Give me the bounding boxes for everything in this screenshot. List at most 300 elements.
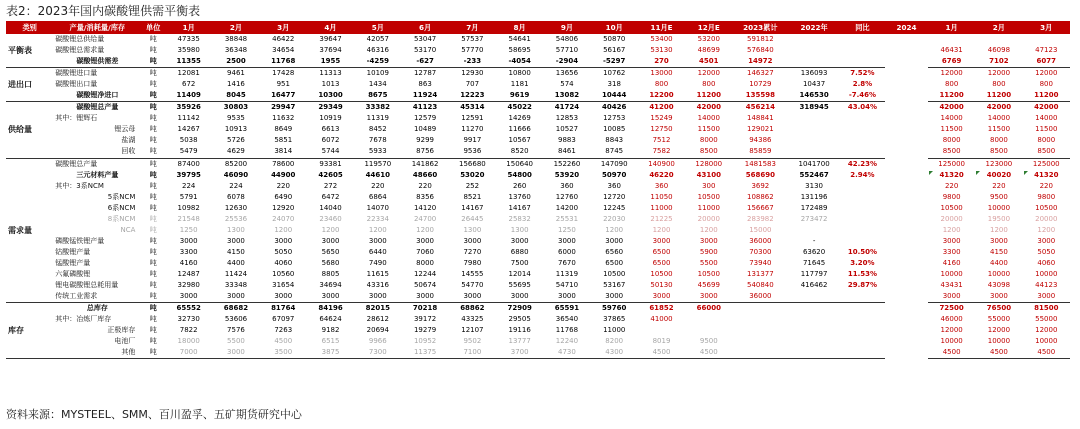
estimate-cell: 3000	[638, 291, 685, 303]
forecast-2024-cell	[1023, 34, 1070, 45]
value-cell: 3000	[321, 236, 340, 245]
estimate-cell: 456214	[745, 103, 775, 112]
value-cell: 318945	[799, 103, 829, 112]
forecast-2024-cell: 42000	[1034, 103, 1059, 112]
value-cell: 54770	[461, 281, 484, 290]
estimate-cell: 146327	[746, 69, 774, 78]
table-row	[6, 45, 1070, 56]
estimate-cell	[732, 336, 788, 347]
value-cell: 5744	[307, 146, 354, 158]
header-cell: 2月	[212, 21, 259, 34]
unit-cell: 吨	[141, 347, 165, 359]
item-label: 六氟磷酸锂	[55, 270, 91, 278]
value-cell: 3000	[165, 291, 212, 303]
spacer-cell	[885, 314, 928, 325]
value-cell	[788, 303, 840, 315]
value-cell: 8520	[496, 146, 543, 158]
estimate-cell: 36000	[749, 236, 772, 245]
forecast-2024-cell: 10000	[940, 337, 963, 346]
value-cell: 150640	[506, 159, 534, 168]
value-cell: 11768	[260, 56, 307, 68]
value-cell	[788, 124, 840, 135]
value-cell: 119570	[364, 159, 392, 168]
value-cell: 53170	[413, 46, 437, 55]
category-label: 进出口	[6, 68, 53, 102]
forecast-2024-cell: 3000	[989, 236, 1008, 245]
value-cell: 14269	[508, 114, 531, 123]
forecast-2024-cell	[975, 34, 1022, 45]
estimate-cell: 8000	[699, 136, 718, 145]
value-cell: 48660	[412, 170, 438, 179]
value-cell: 50674	[413, 281, 437, 290]
forecast-2024-cell: 800	[1039, 80, 1053, 89]
value-cell: 12787	[413, 69, 437, 78]
value-cell: 416462	[800, 281, 828, 290]
value-cell: 552467	[799, 170, 829, 179]
value-cell: 224	[182, 181, 196, 190]
value-cell: 1200	[274, 225, 293, 234]
spacer-cell	[885, 225, 928, 236]
estimate-cell: 128000	[695, 159, 723, 168]
yoy-cell	[840, 325, 885, 336]
estimate-cell	[732, 347, 788, 359]
yoy-cell	[840, 347, 885, 359]
item-label: 钴酸锂产量	[55, 247, 91, 256]
yoy-cell: 2.8%	[852, 80, 873, 89]
value-cell: 152260	[553, 159, 581, 168]
value-cell: 10560	[272, 270, 295, 278]
estimate-cell: 20000	[697, 214, 720, 223]
unit-cell: 吨	[149, 103, 157, 112]
forecast-2024-cell: 12000	[987, 326, 1011, 335]
spacer-cell	[885, 170, 928, 181]
spacer-cell	[885, 181, 928, 192]
item-label: 碳酸锂进口量	[55, 69, 98, 78]
estimate-cell: 21225	[650, 214, 673, 223]
table-row	[6, 236, 1070, 247]
value-cell: 42605	[318, 170, 343, 179]
estimate-cell: 8500	[685, 146, 732, 158]
value-cell: 8356	[416, 192, 434, 201]
estimate-cell: 10500	[650, 270, 673, 278]
forecast-2024-cell: 11500	[1035, 125, 1058, 134]
value-cell: 260	[512, 181, 527, 190]
estimate-cell: 46220	[649, 170, 674, 179]
value-cell: 1200	[605, 225, 624, 234]
value-cell: 1300	[510, 225, 529, 234]
value-cell: 8675	[354, 90, 401, 102]
value-cell: 50970	[602, 170, 627, 179]
value-cell: 1416	[227, 80, 245, 89]
value-cell: 11000	[603, 326, 626, 335]
unit-cell: 吨	[149, 125, 157, 134]
item-label: 其中：锂辉石	[55, 114, 98, 123]
spacer-cell	[885, 291, 928, 303]
value-cell: 43316	[366, 281, 389, 290]
value-cell: 35926	[176, 103, 201, 112]
value-cell: 3000	[212, 347, 259, 359]
item-label: 三元材料产量	[76, 170, 119, 179]
value-cell: 55695	[508, 281, 531, 290]
unit-cell: 吨	[149, 247, 157, 256]
forecast-2024-cell: 800	[944, 80, 959, 89]
estimate-cell	[732, 303, 788, 315]
item-label: 正极库存	[107, 326, 136, 335]
value-cell: 32980	[177, 281, 200, 290]
value-cell: 272	[323, 181, 338, 190]
spacer-cell	[885, 269, 928, 280]
header-cell: 2022年	[788, 21, 840, 34]
value-cell: 41123	[412, 103, 438, 112]
estimate-cell: 41000	[650, 315, 673, 324]
value-cell: 54806	[555, 35, 579, 44]
estimate-cell: 1481583	[744, 159, 776, 168]
item-label: 碳酸锂供需差	[53, 56, 141, 68]
value-cell: 11355	[165, 56, 212, 68]
value-cell: 16477	[260, 90, 307, 102]
forecast-2024-cell: 7102	[975, 56, 1022, 68]
spacer-cell	[885, 102, 928, 114]
estimate-cell: 9500	[699, 337, 718, 346]
forecast-2024-cell: 10000	[1035, 337, 1058, 346]
value-cell: 4300	[591, 347, 638, 359]
estimate-cell: 53130	[650, 46, 673, 55]
value-cell: 78600	[272, 159, 295, 168]
value-cell: 8045	[212, 90, 259, 102]
value-cell: 3000	[463, 236, 482, 245]
item-label: 回收	[53, 146, 141, 158]
yoy-cell: 11.53%	[847, 270, 878, 278]
estimate-cell: 7582	[638, 146, 685, 158]
value-cell: 117797	[800, 270, 828, 278]
value-cell: 36348	[224, 46, 248, 55]
value-cell: 44610	[365, 170, 390, 179]
spacer-cell	[885, 158, 928, 170]
value-cell: 707	[465, 80, 480, 89]
source-note: 资料来源：MYSTEEL、SMM、百川盈孚、五矿期货研究中心	[6, 408, 302, 421]
header-cell: 1月	[928, 21, 975, 34]
estimate-cell: 94386	[749, 136, 772, 145]
forecast-2024-cell: 11200	[1023, 90, 1070, 102]
value-cell: 81764	[271, 304, 296, 313]
spacer-cell	[885, 135, 928, 146]
value-cell: 14167	[508, 203, 531, 212]
estimate-cell: 10500	[697, 192, 720, 201]
category-label: 需求量	[6, 158, 53, 303]
forecast-2024-cell: 8500	[928, 146, 975, 158]
value-cell: 5038	[179, 136, 198, 145]
value-cell: 12107	[461, 326, 484, 335]
value-cell: 46316	[366, 46, 389, 55]
item-label: NCA	[120, 225, 136, 234]
value-cell: 5479	[165, 146, 212, 158]
forecast-2024-cell: 3300	[942, 247, 961, 256]
value-cell: 3814	[260, 146, 307, 158]
value-cell: 1013	[321, 80, 340, 89]
unit-cell: 吨	[149, 270, 157, 278]
value-cell: 53020	[460, 170, 485, 179]
spacer-cell	[885, 236, 928, 247]
value-cell: 12753	[603, 114, 626, 123]
item-label: 电池厂	[114, 337, 136, 346]
spacer-cell	[885, 336, 928, 347]
forecast-2024-cell: 47123	[1035, 46, 1058, 55]
value-cell: 863	[418, 80, 432, 89]
unit-cell: 吨	[149, 304, 157, 313]
value-cell: 8461	[543, 146, 590, 158]
value-cell: 12853	[555, 114, 579, 123]
value-cell: 6078	[227, 192, 245, 201]
value-cell: 360	[560, 181, 574, 190]
item-label: 5系NCM	[107, 192, 136, 201]
forecast-2024-cell: 12000	[940, 326, 963, 335]
unit-cell: 吨	[149, 46, 157, 55]
header-cell: 11月E	[638, 21, 685, 34]
value-cell: 3300	[179, 247, 198, 256]
value-cell: 9536	[449, 146, 496, 158]
header-cell: 3月	[1023, 21, 1070, 34]
value-cell: 6440	[368, 247, 387, 256]
estimate-cell: 12750	[650, 125, 673, 134]
value-cell: 11924	[401, 90, 448, 102]
value-cell: 54641	[508, 35, 531, 44]
header-cell: 同比	[840, 21, 885, 34]
value-cell: 4060	[274, 258, 293, 267]
value-cell: 14267	[177, 125, 200, 134]
table-row	[6, 170, 1070, 181]
value-cell: 37694	[319, 46, 342, 55]
yoy-cell: 2.94%	[850, 170, 875, 179]
value-cell: 22334	[366, 214, 389, 223]
value-cell: 6880	[510, 247, 529, 256]
forecast-2024-cell: 43431	[940, 281, 963, 290]
value-cell: 672	[182, 80, 196, 89]
yoy-cell	[840, 135, 885, 146]
value-cell: 7100	[449, 347, 496, 359]
value-cell: 37865	[603, 315, 626, 324]
table-row	[6, 314, 1070, 325]
item-label: 总库存	[86, 304, 108, 313]
estimate-cell: 800	[702, 80, 716, 89]
value-cell: 10500	[603, 270, 626, 278]
unit-cell: 吨	[141, 291, 165, 303]
forecast-2024-cell: 11500	[987, 125, 1011, 134]
estimate-cell: 4500	[638, 347, 685, 359]
item-label: 碳酸锂总供给量	[55, 35, 105, 44]
value-cell: 6472	[321, 192, 340, 201]
table-body	[6, 34, 1070, 359]
table-row	[6, 158, 1070, 170]
value-cell: 59760	[602, 304, 627, 313]
value-cell	[788, 325, 840, 336]
value-cell: 67097	[272, 315, 295, 324]
value-cell: -4259	[354, 56, 401, 68]
forecast-2024-cell: 1200	[1037, 225, 1056, 234]
value-cell: -2904	[543, 56, 590, 68]
estimate-cell: 8019	[652, 337, 671, 346]
unit-cell: 吨	[141, 90, 165, 102]
value-cell: 17428	[272, 69, 295, 78]
value-cell: 1200	[321, 225, 340, 234]
value-cell: 41724	[554, 103, 580, 112]
yoy-cell: 7.52%	[850, 69, 875, 78]
estimate-cell: 129021	[746, 125, 774, 134]
item-label: 8系NCM	[107, 214, 136, 223]
value-cell: 5680	[321, 258, 340, 267]
value-cell: 1250	[179, 225, 198, 234]
table-row	[6, 347, 1070, 359]
value-cell: 3000	[510, 236, 529, 245]
forecast-2024-cell: 10000	[1035, 270, 1058, 278]
value-cell: -627	[401, 56, 448, 68]
value-cell: 45314	[460, 103, 485, 112]
forecast-2024-cell: 8000	[942, 136, 961, 145]
estimate-cell: 70300	[749, 247, 772, 256]
value-cell: 10109	[366, 69, 389, 78]
table-row	[6, 303, 1070, 315]
spacer-cell	[885, 146, 928, 158]
value-cell: 57770	[461, 46, 484, 55]
header-cell: 9月	[543, 21, 590, 34]
estimate-cell: 15249	[650, 114, 673, 123]
yoy-cell	[840, 56, 885, 68]
value-cell: 8843	[605, 136, 624, 145]
value-cell: 53167	[603, 281, 626, 290]
value-cell: 40426	[602, 103, 627, 112]
yoy-cell: -7.46%	[840, 90, 885, 102]
value-cell: 12245	[603, 203, 626, 212]
value-cell	[788, 291, 840, 303]
yoy-cell	[840, 303, 885, 315]
value-cell: 11632	[272, 114, 295, 123]
estimate-cell: 140900	[648, 159, 675, 168]
value-cell: -5297	[591, 56, 638, 68]
header-cell: 12月E	[685, 21, 732, 34]
table-row	[6, 56, 1070, 68]
forecast-2024-cell: 3000	[975, 291, 1022, 303]
unit-cell: 吨	[149, 225, 157, 234]
unit-cell: 吨	[149, 192, 157, 201]
estimate-cell: 41200	[649, 103, 674, 112]
forecast-2024-cell: 40020	[975, 170, 1022, 181]
value-cell: 12591	[461, 114, 484, 123]
value-cell: 9182	[321, 326, 340, 335]
forecast-2024-cell: 800	[992, 80, 1006, 89]
table-row	[6, 247, 1070, 258]
value-cell: 53920	[554, 170, 580, 179]
forecast-2024-cell: 12000	[940, 69, 963, 78]
header-cell: 4月	[307, 21, 354, 34]
forecast-2024-cell: 19500	[987, 214, 1011, 223]
estimate-cell: 1200	[652, 225, 671, 234]
value-cell: 11666	[508, 125, 531, 134]
estimate-cell: 14000	[697, 114, 720, 123]
forecast-2024-cell: 55000	[987, 315, 1011, 324]
forecast-2024-cell: 4160	[942, 258, 961, 267]
item-label: 其中：冶炼厂库存	[55, 315, 112, 324]
value-cell: 1041700	[798, 159, 830, 168]
estimate-cell: 3692	[751, 181, 770, 190]
value-cell	[788, 34, 840, 45]
value-cell	[788, 225, 840, 236]
estimate-cell: 11000	[650, 203, 673, 212]
value-cell: 6072	[321, 136, 340, 145]
value-cell: 3875	[307, 347, 354, 359]
header-cell: 3月	[260, 21, 307, 34]
estimate-cell: 48699	[697, 46, 720, 55]
value-cell: 7670	[558, 258, 576, 267]
value-cell: 8745	[591, 146, 638, 158]
item-label: 碳酸锂出口量	[55, 80, 98, 89]
value-cell: 14200	[555, 203, 579, 212]
forecast-2024-cell: 81500	[1034, 304, 1059, 313]
value-cell: 8649	[274, 125, 293, 134]
forecast-2024-cell: 220	[944, 181, 959, 190]
table-row	[6, 102, 1070, 114]
forecast-2024-cell: 76500	[986, 304, 1012, 313]
estimate-cell: 270	[638, 56, 685, 68]
value-cell: 28612	[366, 315, 389, 324]
value-cell: 12487	[177, 270, 200, 278]
value-cell: 44900	[271, 170, 296, 179]
yoy-cell	[840, 146, 885, 158]
value-cell: 11375	[401, 347, 448, 359]
forecast-2024-cell: 10500	[940, 203, 963, 212]
forecast-2024-cell: 14000	[940, 114, 963, 123]
estimate-cell: 148841	[746, 114, 774, 123]
value-cell: 14040	[319, 203, 342, 212]
unit-cell: 吨	[149, 114, 157, 123]
spacer-cell	[885, 303, 928, 315]
value-cell: 5050	[274, 247, 293, 256]
value-cell: 1300	[227, 225, 245, 234]
value-cell: 3000	[227, 236, 245, 245]
value-cell: 3000	[605, 236, 624, 245]
forecast-2024-cell: 11200	[928, 90, 975, 102]
estimate-cell: 7512	[652, 136, 671, 145]
value-cell: 6500	[605, 258, 624, 267]
estimate-cell: 4501	[685, 56, 732, 68]
value-cell: -233	[449, 56, 496, 68]
header-cell: 单位	[141, 21, 165, 34]
header-cell: 2023累计	[732, 21, 788, 34]
unit-cell: 吨	[149, 170, 157, 179]
value-cell: 25832	[508, 214, 531, 223]
value-cell: 12930	[461, 69, 484, 78]
item-label: 其中：3系NCM	[55, 181, 104, 190]
value-cell: 12081	[177, 69, 200, 78]
value-cell: 7490	[368, 258, 387, 267]
value-cell: 10437	[802, 80, 826, 89]
table-row	[6, 325, 1070, 336]
forecast-2024-cell: 1200	[989, 225, 1008, 234]
forecast-2024-cell: 220	[1039, 181, 1053, 190]
forecast-2024-cell: 3000	[928, 291, 975, 303]
value-cell: 10800	[508, 69, 531, 78]
value-cell: 3130	[805, 181, 823, 190]
value-cell: 13656	[555, 69, 579, 78]
value-cell	[788, 314, 840, 325]
table-row	[6, 336, 1070, 347]
value-cell: 33348	[224, 281, 248, 290]
estimate-cell: 12000	[697, 69, 720, 78]
value-cell: 10527	[555, 125, 579, 134]
estimate-cell	[732, 314, 788, 325]
value-cell: 136093	[800, 69, 828, 78]
unit-cell: 吨	[149, 203, 157, 212]
estimate-cell: 540840	[746, 281, 774, 290]
value-cell: 4150	[227, 247, 245, 256]
